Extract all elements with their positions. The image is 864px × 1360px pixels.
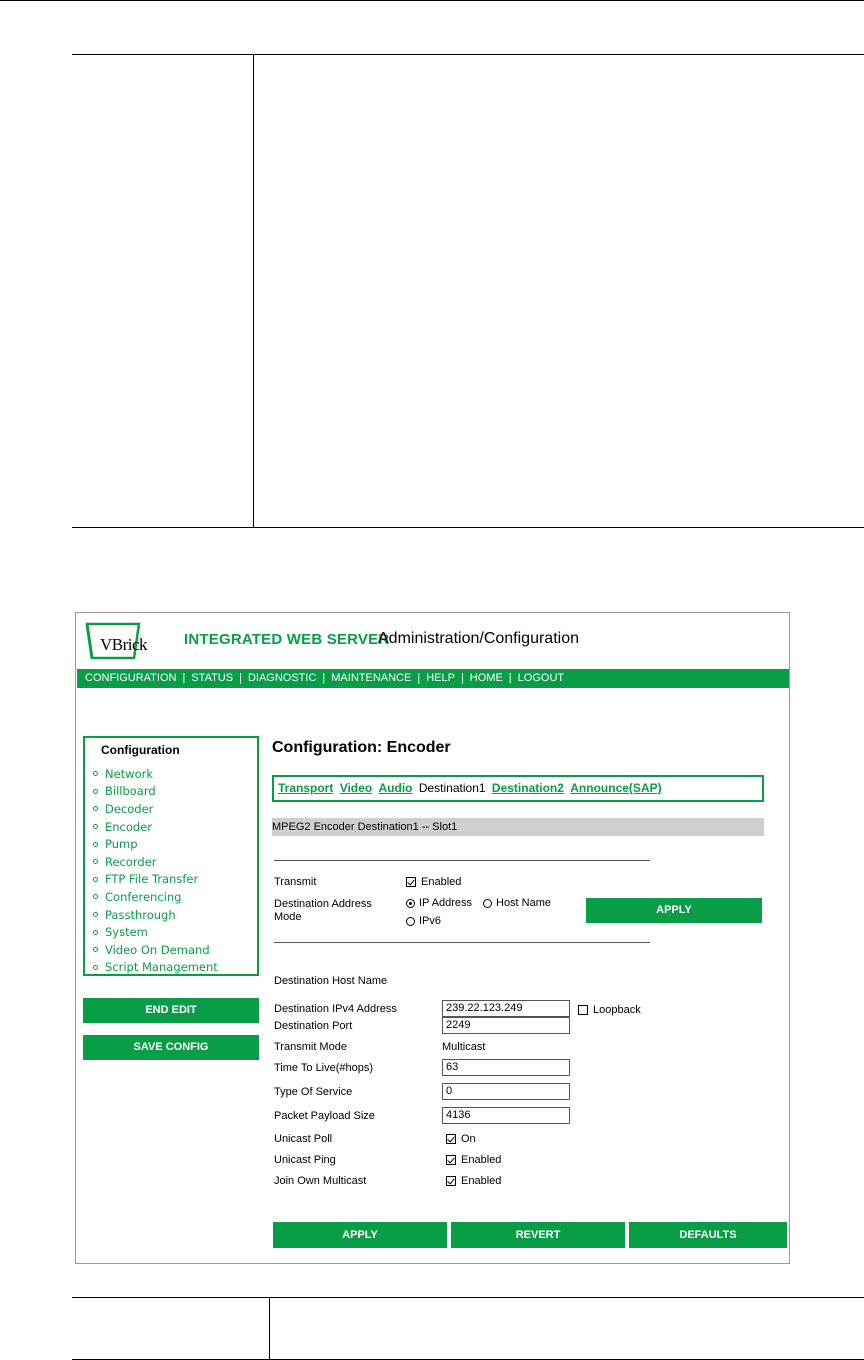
mode-ipv6-label: IPv6 bbox=[419, 915, 442, 927]
form-divider bbox=[274, 942, 650, 943]
sidebar-item-system[interactable] bbox=[93, 923, 218, 941]
dest-port-input[interactable]: 2249 bbox=[442, 1017, 570, 1034]
config-sidebar bbox=[83, 736, 259, 976]
sidebar-item-label: Network bbox=[105, 766, 154, 781]
server-title: INTEGRATED WEB SERVER bbox=[184, 631, 390, 648]
unicast-poll-value: On bbox=[461, 1133, 476, 1145]
form-divider bbox=[274, 860, 650, 861]
sidebar-title: Configuration bbox=[101, 743, 180, 757]
join-multicast-checkbox[interactable] bbox=[446, 1175, 501, 1187]
end-edit-button[interactable]: END EDIT bbox=[83, 998, 259, 1023]
checkbox-checked-icon bbox=[406, 877, 416, 887]
defaults-button[interactable]: DEFAULTS bbox=[629, 1222, 787, 1248]
doc-table-column-divider bbox=[253, 54, 254, 528]
transmit-mode-value: Multicast bbox=[442, 1041, 486, 1053]
sidebar-item-label: System bbox=[105, 925, 148, 940]
revert-button[interactable]: REVERT bbox=[451, 1222, 625, 1248]
sidebar-item-pump[interactable] bbox=[93, 835, 218, 853]
checkbox-icon bbox=[578, 1005, 588, 1015]
sidebar-item-billboard[interactable] bbox=[93, 783, 218, 801]
unicast-poll-checkbox[interactable] bbox=[446, 1133, 476, 1145]
top-nav-bar bbox=[77, 669, 789, 688]
loopback-checkbox[interactable] bbox=[578, 1004, 641, 1016]
unicast-ping-checkbox[interactable] bbox=[446, 1154, 501, 1166]
payload-size-input[interactable]: 4136 bbox=[442, 1107, 570, 1124]
bullet-icon bbox=[93, 965, 98, 970]
vbrick-logo bbox=[84, 621, 148, 661]
tab-audio[interactable]: Audio bbox=[378, 781, 413, 795]
sidebar-item-network[interactable] bbox=[93, 765, 218, 783]
join-multicast-label: Join Own Multicast bbox=[274, 1175, 367, 1187]
dest-ipv4-label: Destination IPv4 Address bbox=[274, 1003, 397, 1015]
sidebar-item-label: FTP File Transfer bbox=[105, 872, 199, 887]
transmit-mode-label: Transmit Mode bbox=[274, 1041, 347, 1053]
unicast-poll-label: Unicast Poll bbox=[274, 1133, 333, 1145]
sidebar-item-ftp-file-transfer[interactable] bbox=[93, 871, 218, 889]
bullet-icon bbox=[93, 789, 98, 794]
sidebar-item-label: Conferencing bbox=[105, 889, 182, 904]
dest-host-name-label: Destination Host Name bbox=[274, 975, 388, 987]
nav-home[interactable]: HOME bbox=[469, 672, 503, 684]
dest-port-label: Destination Port bbox=[274, 1020, 353, 1032]
tab-announce-sap[interactable]: Announce(SAP) bbox=[570, 781, 662, 795]
tab-destination1[interactable]: Destination1 bbox=[418, 781, 486, 795]
ttl-input[interactable]: 63 bbox=[442, 1059, 570, 1076]
nav-diagnostic[interactable]: DIAGNOSTIC bbox=[247, 672, 317, 684]
nav-separator: | bbox=[239, 672, 242, 684]
checkbox-checked-icon bbox=[446, 1176, 456, 1186]
dest-mode-label: Destination Address bbox=[274, 898, 372, 910]
doc-table-top-border bbox=[72, 54, 864, 55]
page-title: Configuration: Encoder bbox=[272, 739, 451, 756]
unicast-ping-value: Enabled bbox=[461, 1154, 502, 1166]
logo-text: VBrick bbox=[100, 635, 148, 654]
radio-selected-icon bbox=[406, 899, 415, 908]
page-top-rule bbox=[0, 0, 864, 1]
sidebar-item-decoder[interactable] bbox=[93, 800, 218, 818]
bullet-icon bbox=[93, 806, 98, 811]
join-multicast-value: Enabled bbox=[461, 1175, 502, 1187]
tos-input[interactable]: 0 bbox=[442, 1083, 570, 1100]
section-header: MPEG2 Encoder Destination1 -- Slot1 bbox=[272, 818, 764, 836]
radio-icon bbox=[406, 917, 415, 926]
nav-separator: | bbox=[417, 672, 421, 684]
bullet-icon bbox=[93, 912, 98, 917]
checkbox-checked-icon bbox=[446, 1155, 456, 1165]
dest-ipv4-input[interactable]: 239.22.123.249 bbox=[442, 1000, 570, 1017]
sidebar-item-passthrough[interactable] bbox=[93, 906, 218, 924]
doc-table-bottom-border bbox=[72, 527, 864, 528]
transmit-checkbox[interactable] bbox=[406, 876, 461, 888]
nav-configuration[interactable]: CONFIGURATION bbox=[85, 672, 177, 684]
tos-label: Type Of Service bbox=[274, 1086, 353, 1098]
save-config-button[interactable]: SAVE CONFIG bbox=[83, 1035, 259, 1060]
sidebar-item-label: Script Management bbox=[105, 960, 218, 975]
encoder-tabs bbox=[272, 775, 764, 802]
apply-mode-button[interactable]: APPLY bbox=[586, 898, 762, 923]
sidebar-item-label: Pump bbox=[105, 837, 138, 852]
bullet-icon bbox=[93, 947, 98, 952]
bullet-icon bbox=[93, 842, 98, 847]
dest-mode-label-line2: Mode bbox=[274, 911, 302, 923]
mode-host-radio[interactable] bbox=[483, 897, 551, 909]
web-server-screenshot bbox=[75, 612, 790, 1264]
bullet-icon bbox=[93, 824, 98, 829]
nav-logout[interactable]: LOGOUT bbox=[517, 672, 565, 684]
transmit-label: Transmit bbox=[274, 876, 317, 888]
sidebar-menu bbox=[93, 765, 218, 976]
bullet-icon bbox=[93, 771, 98, 776]
mode-host-label: Host Name bbox=[496, 897, 552, 909]
doc-table2-column-divider bbox=[269, 1297, 270, 1360]
tab-destination2[interactable]: Destination2 bbox=[491, 781, 564, 795]
radio-icon bbox=[483, 899, 492, 908]
mode-ipv6-radio[interactable] bbox=[406, 915, 441, 927]
doc-table2-top-border bbox=[72, 1297, 864, 1298]
server-subtitle: Administration/Configuration bbox=[378, 630, 579, 647]
sidebar-item-script-management[interactable] bbox=[93, 959, 218, 977]
sidebar-item-recorder[interactable] bbox=[93, 853, 218, 871]
sidebar-item-label: Encoder bbox=[105, 819, 153, 834]
unicast-ping-label: Unicast Ping bbox=[274, 1154, 336, 1166]
loopback-label: Loopback bbox=[593, 1004, 641, 1016]
nav-separator: | bbox=[182, 672, 186, 684]
tab-transport[interactable]: Transport bbox=[278, 781, 334, 795]
ttl-label: Time To Live(#hops) bbox=[274, 1062, 374, 1074]
sidebar-item-video-on-demand[interactable] bbox=[93, 941, 218, 959]
nav-help[interactable]: HELP bbox=[426, 672, 455, 684]
mode-ip-label: IP Address bbox=[419, 897, 472, 909]
sidebar-item-label: Decoder bbox=[105, 801, 154, 816]
bullet-icon bbox=[93, 859, 98, 864]
bullet-icon bbox=[93, 894, 98, 899]
bullet-icon bbox=[93, 930, 98, 935]
sidebar-item-label: Recorder bbox=[105, 854, 157, 869]
transmit-value: Enabled bbox=[421, 876, 462, 888]
nav-separator: | bbox=[322, 672, 326, 684]
nav-separator: | bbox=[460, 672, 464, 684]
payload-size-label: Packet Payload Size bbox=[274, 1110, 375, 1122]
checkbox-checked-icon bbox=[446, 1134, 456, 1144]
mode-ip-radio[interactable] bbox=[406, 897, 472, 909]
apply-button[interactable]: APPLY bbox=[273, 1222, 447, 1248]
bullet-icon bbox=[93, 877, 98, 882]
sidebar-item-label: Video On Demand bbox=[105, 942, 210, 957]
nav-status[interactable]: STATUS bbox=[191, 672, 234, 684]
tab-video[interactable]: Video bbox=[339, 781, 373, 795]
sidebar-item-conferencing[interactable] bbox=[93, 888, 218, 906]
sidebar-item-label: Passthrough bbox=[105, 907, 176, 922]
sidebar-item-encoder[interactable] bbox=[93, 818, 218, 836]
nav-maintenance[interactable]: MAINTENANCE bbox=[331, 672, 412, 684]
sidebar-item-label: Billboard bbox=[105, 784, 156, 799]
nav-separator: | bbox=[508, 672, 512, 684]
